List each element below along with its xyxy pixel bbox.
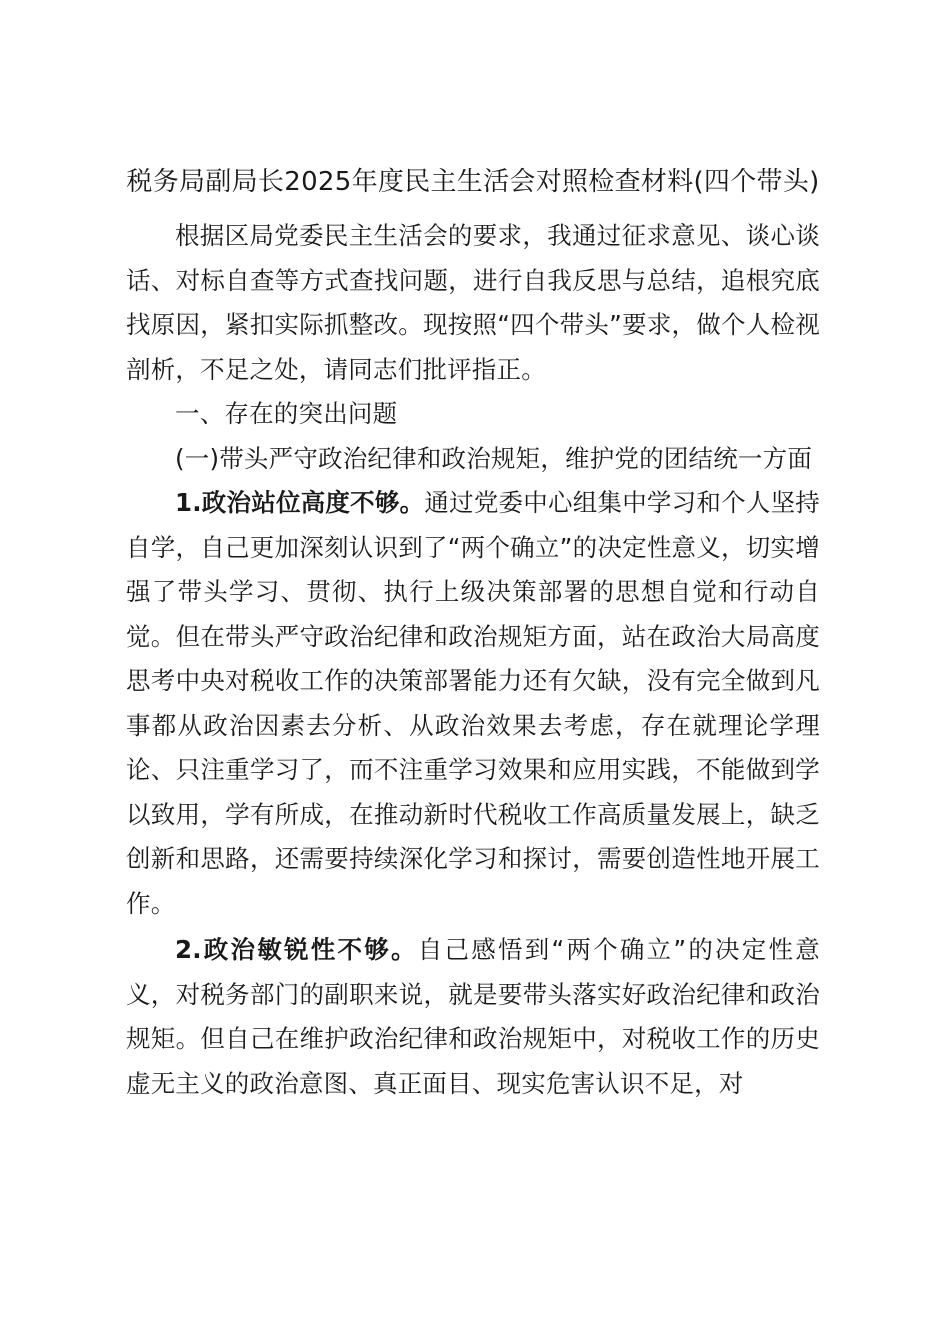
section-heading: 一、存在的突出问题 <box>175 399 398 428</box>
point-2-lead: 2.政治敏锐性不够。 <box>175 935 418 964</box>
point-1-body: 通过党委中心组集中学习和个人坚持自学，自己更加深刻认识到了“两个确立”的决定性意义，切实增强了带头学习、贯彻、执行上级决策部署的思想自觉和行动自觉。但在带头严守政治纪律和政治规矩方面，站在政治大局高度思考中央对税收工作的决策部署能力还有欠缺，没有完全做到凡事都从政治因素去分析、从政治效果去考虑，存在就理论学理论、只注重学习了，而不注重学习效果和应用实践，不能做到学以致用，学有所成，在推动新时代税收工作高质量发展上，缺乏创新和思路，还需要持续深化学习和探讨，需要创造性地开展工作。 <box>126 488 820 918</box>
point-1-paragraph <box>126 481 820 926</box>
point-2-body: 自己感悟到“两个确立”的决定性意义，对税务部门的副职来说，就是要带头落实好政治纪律和政治规矩。但自己在维护政治纪律和政治规矩中，对税收工作的历史虚无主义的政治意图、真正面目、现实危害认识不足，对 <box>126 935 820 1098</box>
document-page <box>126 160 820 1106</box>
document-title: 税务局副局长2025年度民主生活会对照检查材料(四个带头) <box>126 167 820 197</box>
subsection-heading: (一)带头严守政治纪律和政治规矩，维护党的团结统一方面 <box>175 443 813 473</box>
point-2-paragraph <box>126 928 820 1106</box>
intro-paragraph: 根据区局党委民主生活会的要求，我通过征求意见、谈心谈话、对标自查等方式查找问题，进行自我反思与总结，追根究底找原因，紧扣实际抓整改。现按照“四个带头”要求，做个人检视剖析，不足之处，请同志们批评指正。 <box>126 221 820 384</box>
point-1-lead: 1.政治站位高度不够。 <box>175 488 425 517</box>
